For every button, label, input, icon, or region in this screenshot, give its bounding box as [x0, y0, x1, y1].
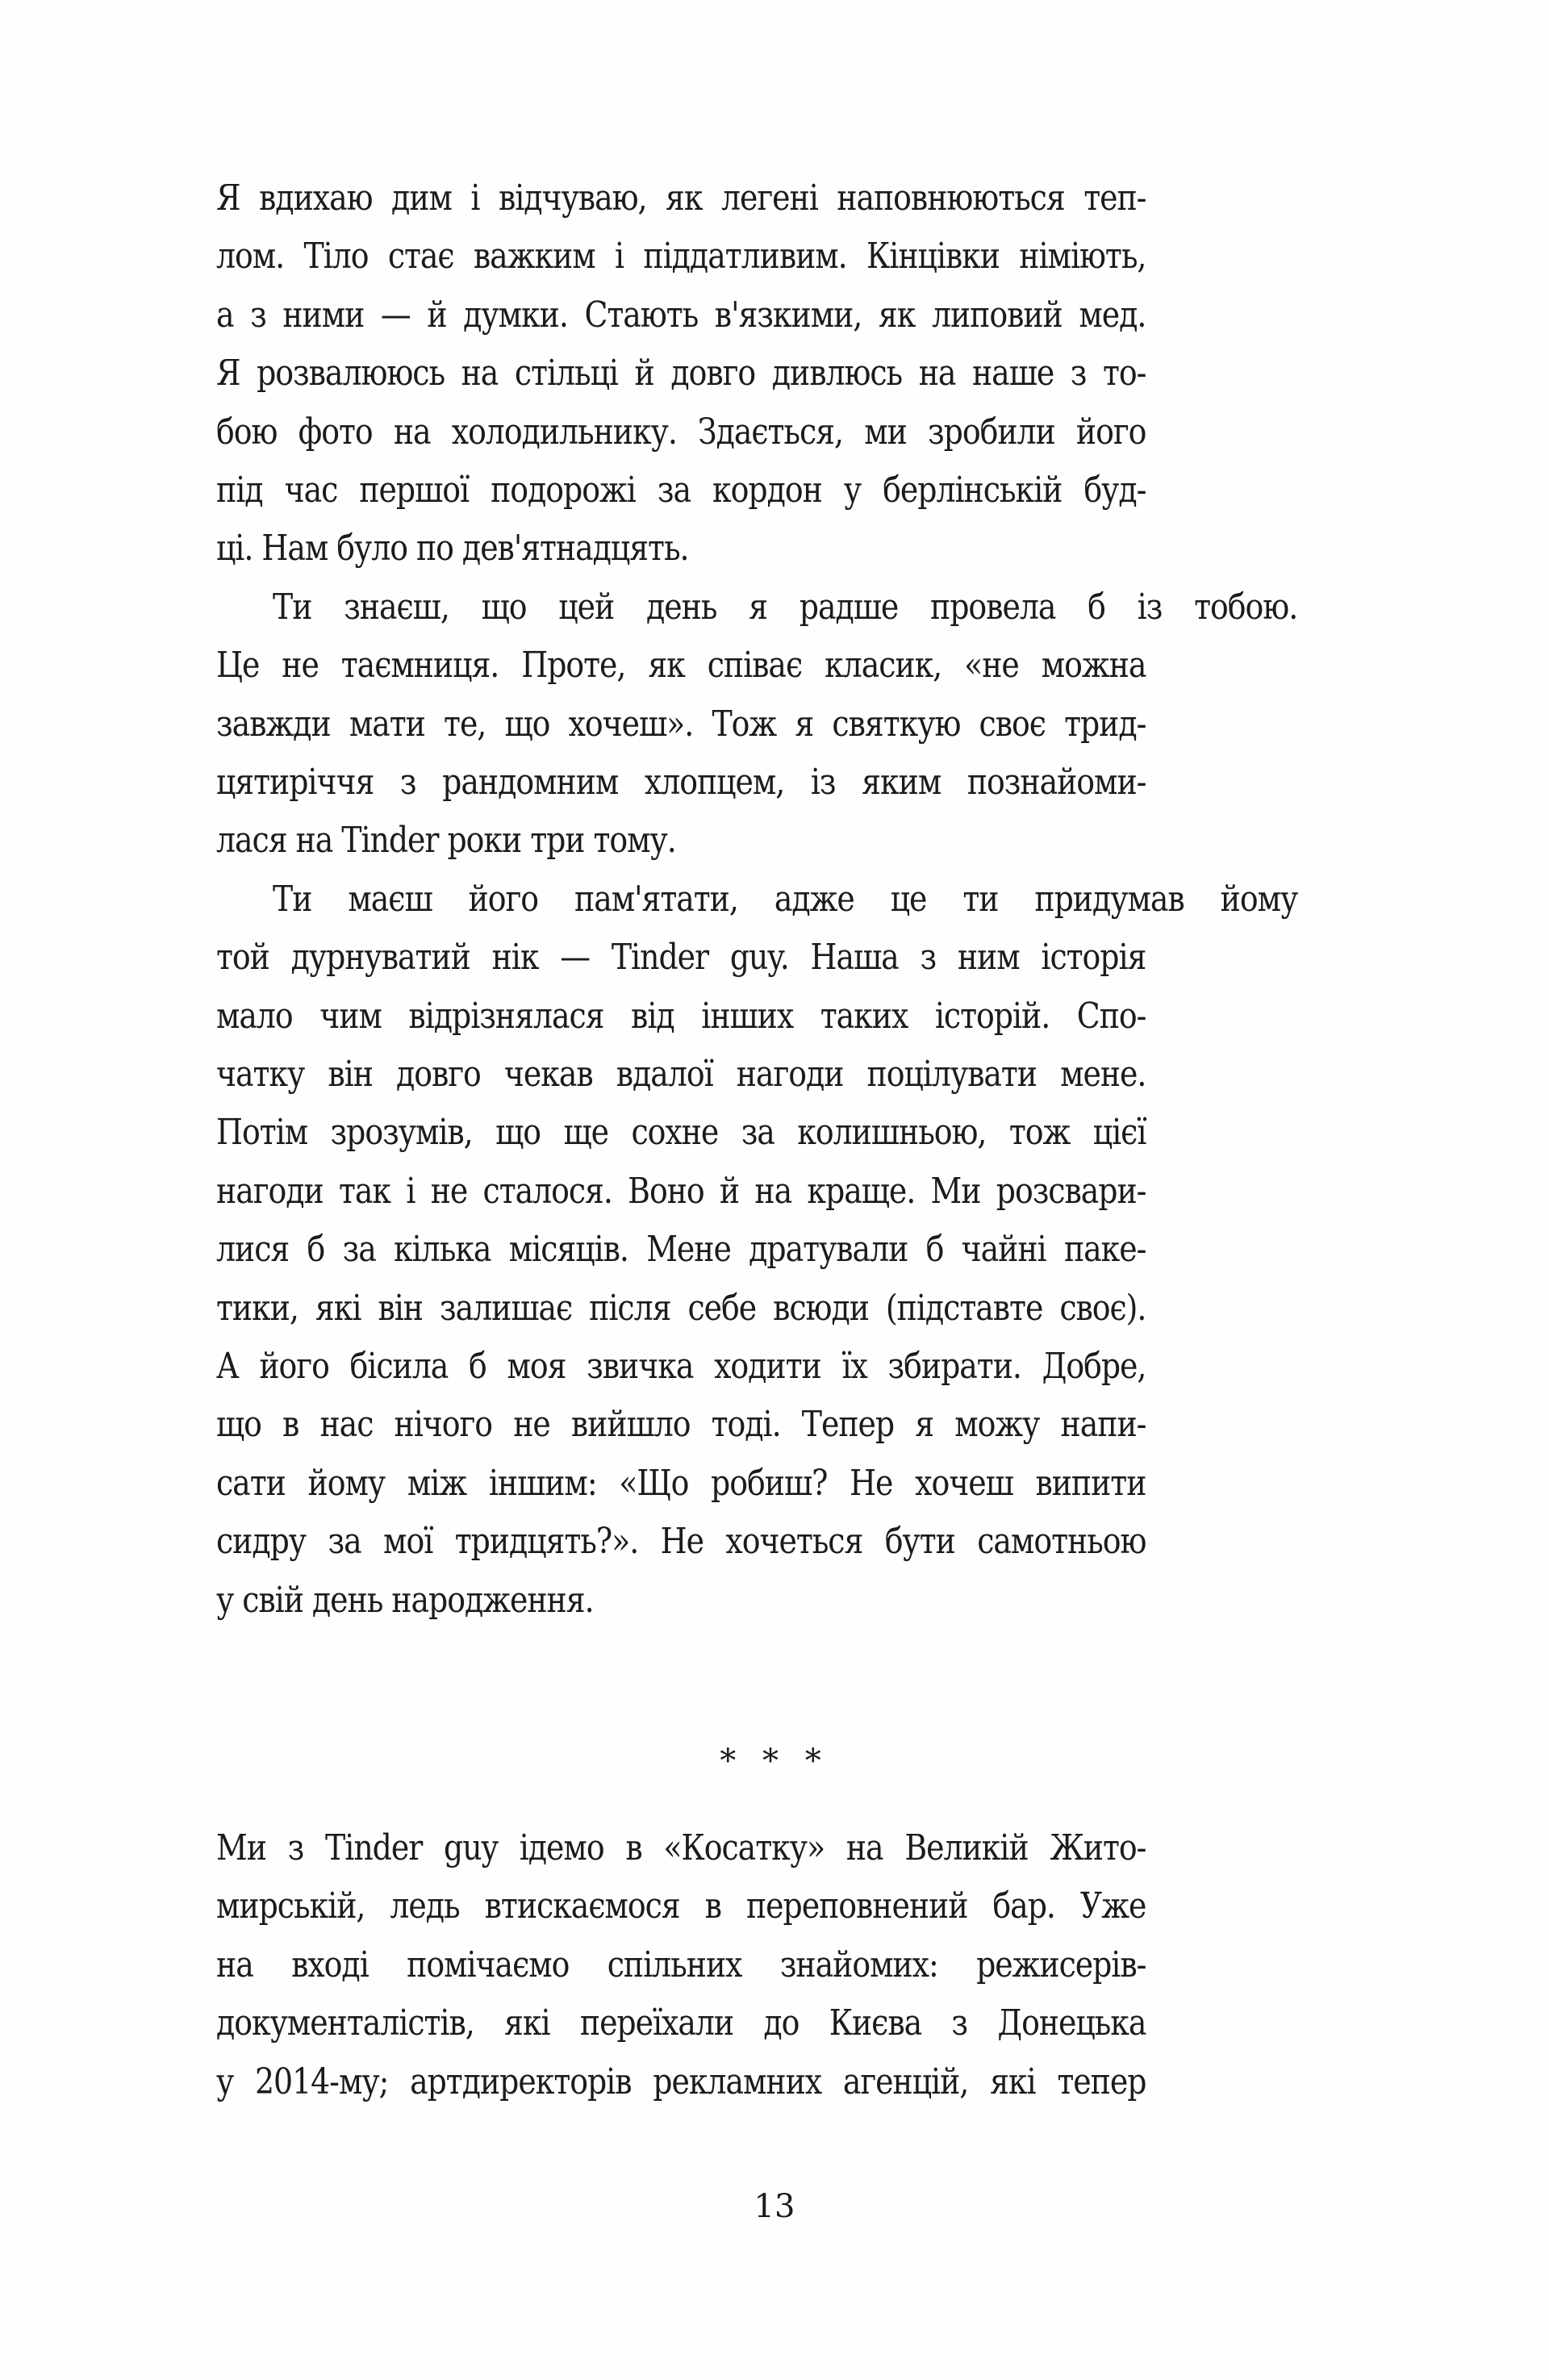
text-line: тики, які він залишає після себе всюди (підставте своє).: [216, 1288, 1146, 1329]
text-line: лом. Тіло стає важким і піддатливим. Кінцівки німіють,: [216, 236, 1146, 277]
text-line: Ти маєш його пам'ятати, адже це ти придумав йому: [273, 879, 1298, 920]
text-line: лися б за кілька місяців. Мене дратували б чайні паке-: [216, 1229, 1146, 1270]
text-line: А його бісила б моя звичка ходити їх збирати. Добре,: [216, 1346, 1146, 1387]
page-number: 13: [754, 2188, 795, 2225]
section-break: * * *: [720, 1743, 829, 1780]
text-line: Потім зрозумів, що ще сохне за колишньою, тож цієї: [216, 1112, 1146, 1153]
text-line: Це не таємниця. Проте, як співає класик, «не можна: [216, 645, 1146, 686]
text-line: нагоди так і не сталося. Воно й на краще. Ми розсвари-: [216, 1171, 1146, 1212]
text-line: Ти знаєш, що цей день я радше провела б із тобою.: [273, 587, 1298, 628]
text-line: чатку він довго чекав вдалої нагоди поцілувати мене.: [216, 1054, 1146, 1095]
text-line: сидру за мої тридцять?». Не хочеться бути самотньою: [216, 1521, 1146, 1562]
text-line: у 2014-му; артдиректорів рекламних агенцій, які тепер: [216, 2061, 1146, 2102]
text-line: Я вдихаю дим і відчуваю, як легені наповнюються теп-: [216, 177, 1146, 219]
text-line: під час першої подорожі за кордон у берлінській буд-: [216, 470, 1146, 511]
text-line: мало чим відрізнялася від інших таких історій. Спо-: [216, 996, 1146, 1037]
text-line: завжди мати те, що хочеш». Тож я святкую своє трид-: [216, 704, 1146, 745]
text-line: що в нас нічого не вийшло тоді. Тепер я можу напи-: [216, 1404, 1146, 1445]
text-line: у свій день народження.: [216, 1580, 594, 1621]
text-line: сати йому між іншим: «Що робиш? Не хочеш випити: [216, 1463, 1146, 1504]
text-line: документалістів, які переїхали до Києва з Донецька: [216, 2002, 1146, 2044]
text-line: а з ними — й думки. Стають в'язкими, як липовий мед.: [216, 294, 1146, 336]
text-line: цятиріччя з рандомним хлопцем, із яким познайоми-: [216, 762, 1146, 803]
text-line: ці. Нам було по дев'ятнадцять.: [216, 528, 689, 569]
text-line: лася на Tinder роки три тому.: [216, 820, 676, 861]
text-line: той дурнуватий нік — Tinder guy. Наша з ним історія: [216, 937, 1146, 978]
text-line: на вході помічаємо спільних знайомих: режисерів-: [216, 1944, 1146, 1985]
text-line: Я розвалююсь на стільці й довго дивлюсь на наше з то-: [216, 353, 1146, 394]
text-line: Ми з Tinder guy ідемо в «Косатку» на Великій Жито-: [216, 1827, 1146, 1869]
text-line: бою фото на холодильнику. Здається, ми зробили його: [216, 411, 1146, 453]
text-line: мирській, ледь втискаємося в переповнений бар. Уже: [216, 1885, 1146, 1927]
